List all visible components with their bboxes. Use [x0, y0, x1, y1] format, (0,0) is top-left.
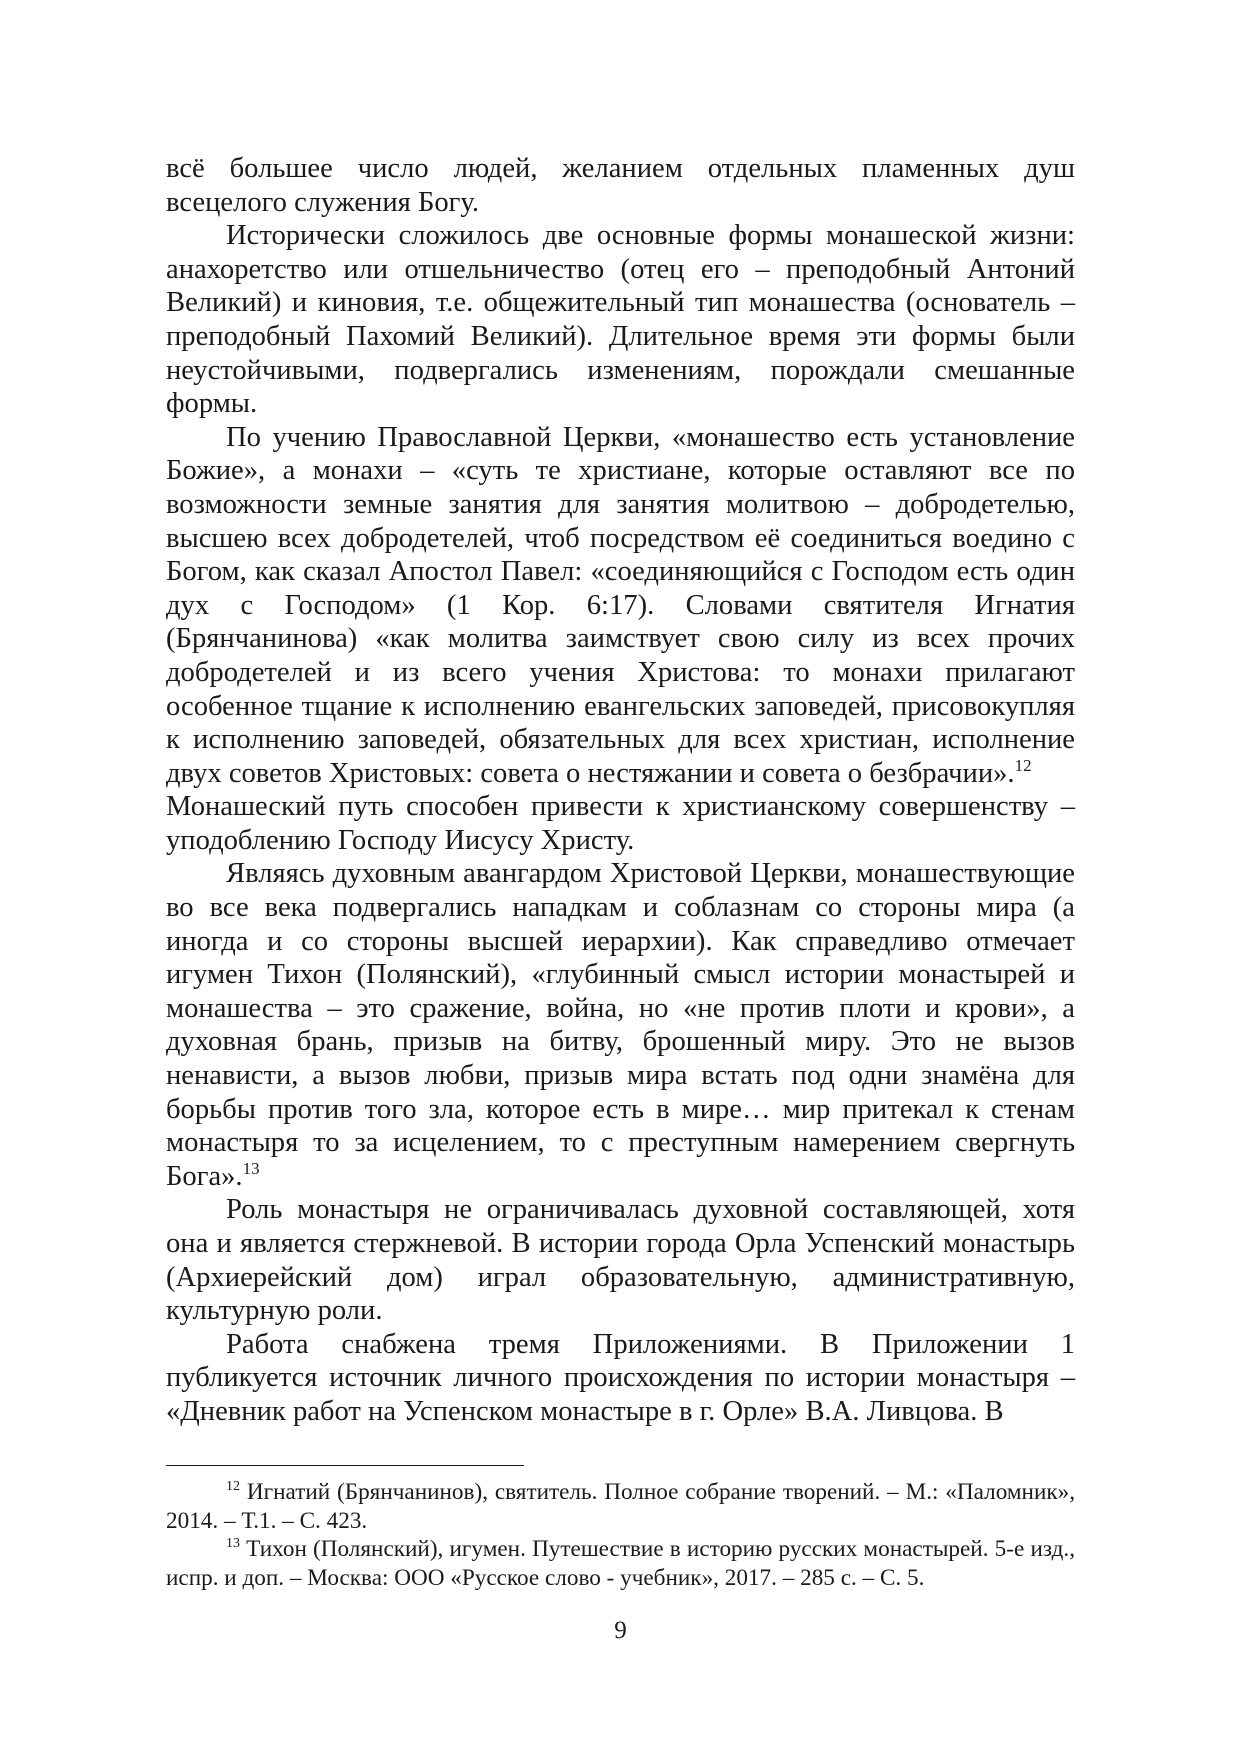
paragraph: [166, 152, 1075, 219]
footnote-text: Тихон (Полянский), игумен. Путешествие в историю русских монастырей. 5-е изд., испр. и доп. – Москва: ООО «Русское слово - учебник», 2017. – 285 с. – С. 5.: [166, 1536, 1075, 1591]
footnote-reference-12[interactable]: 12: [1014, 755, 1032, 775]
footnotes: [166, 1478, 1075, 1592]
paragraph-text: Роль монастыря не ограничивалась духовной составляющей, хотя она и является стержневой. В истории города Орла Успенский монастырь (Архиерейский дом) играл образовательную, административную, культурную роли.: [166, 1194, 1075, 1327]
paragraph: [166, 857, 1075, 1193]
paragraph: [166, 421, 1075, 858]
footnote-number: 13: [226, 1536, 240, 1551]
footnote-13: [166, 1535, 1075, 1592]
main-text: [166, 152, 1075, 1429]
page-number: 9: [614, 1617, 627, 1644]
paragraph-continuation: Монашеский путь способен привести к христианскому совершенству – уподоблению Господу Иисусу Христу.: [166, 791, 1075, 856]
footnote-12: [166, 1478, 1075, 1535]
paragraph: [166, 1328, 1075, 1429]
paragraph-text: По учению Православной Церкви, «монашество есть установление Божие», а монахи – «суть те христиане, которые оставляют все по возможности земные занятия для занятия молитвою – добродетелью, высшею всех добродетелей, чтоб посредством её соединиться воедино с Богом, как сказал Апостол Павел: «соединяющийся с Господом есть один дух с Господом» (1 Кор. 6:17). Словами святителя Игнатия (Брянчанинова) «как молитва заимствует свою силу из всех прочих добродетелей и из всего учения Христова: то монахи прилагают особенное тщание к исполнению евангельских заповедей, присовокупляя к исполнению заповедей, обязательных для всех христиан, исполнение двух советов Христовых: совета о нестяжании и совета о безбрачии».: [166, 421, 1075, 789]
footnote-reference-13[interactable]: 13: [242, 1158, 260, 1178]
paragraph-text: Работа снабжена тремя Приложениями. В Приложении 1 публикуется источник личного происхождения по истории монастыря – «Дневник работ на Успенском монастыре в г. Орле» В.А. Ливцова. В: [166, 1328, 1075, 1427]
paragraph-text: Исторически сложилось две основные формы монашеской жизни: анахоретство или отшельничество (отец его – преподобный Антоний Великий) и киновия, т.е. общежительный тип монашества (основатель – преподобный Пахомий Великий). Длительное время эти формы были неустойчивыми, подвергались изменениям, порождали смешанные формы.: [166, 220, 1075, 420]
footnote-number: 12: [226, 1479, 240, 1494]
paragraph-text: Являясь духовным авангардом Христовой Церкви, монашествующие во все века подвергались нападкам и соблазнам со стороны мира (а иногда и со стороны высшей иерархии). Как справедливо отмечает игумен Тихон (Полянский), «глубинный смысл истории монастырей и монашества – это сражение, война, но «не против плоти и крови», а духовная брань, призыв на битву, брошенный миру. Это не вызов ненависти, а вызов любви, призыв мира встать под одни знамёна для борьбы против того зла, которое есть в мире… мир притекал к стенам монастыря то за исцелением, то с преступным намерением свергнуть Бога».: [166, 858, 1075, 1192]
paragraph: [166, 219, 1075, 421]
paragraph-text: всё большее число людей, желанием отдельных пламенных душ всецелого служения Богу.: [166, 153, 1075, 218]
footnote-separator: [166, 1465, 524, 1466]
page-body: [166, 152, 1075, 1429]
paragraph: [166, 1193, 1075, 1327]
footnote-text: Игнатий (Брянчанинов), святитель. Полное собрание творений. – М.: «Паломник», 2014. – Т.1. – С. 423.: [166, 1479, 1076, 1534]
